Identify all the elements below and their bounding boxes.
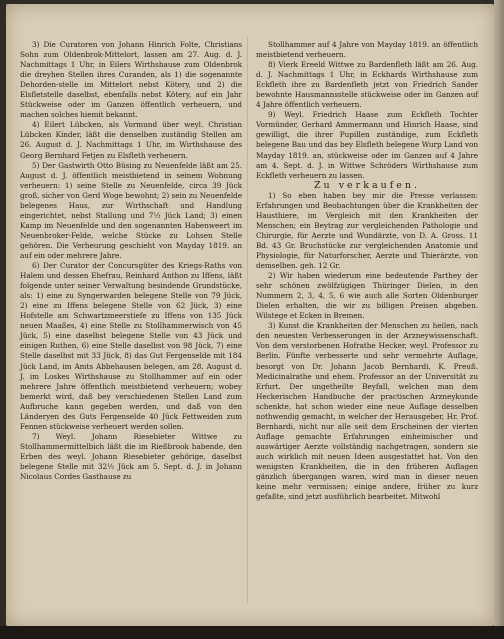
notice-8: 8) Vierk Ereeld Wittwe zu Bardenfleth läßt am 26. Aug. d. J. Nachmittags 1 Uhr, in Eckhards Wirthshause zum Eckfleth ihre zu Bardenfleth jetzt von Friedrich Sander bewohnte Hausmannsstelle stückweise oder im Ganzen auf 4 Jahre öffentlich verheuern. (256, 60, 478, 110)
sale-notice-2: 2) Wir haben wiederum eine bedeutende Parthey der sehr schönen zwölfzügigen Thüringer Dielen, in den Nummern 2, 3, 4, 5, 6 wie auch alle Sorten Oldenburger Dielen erhalten, die wir zu billigen Preisen abgeben. Wilstege et Ecken in Bremen. (256, 271, 478, 321)
sale-notice-1: 1) So eben haben bey mir die Presse verlassen: Erfahrungen und Beobachtungen über die Krankheiten der Hausthiere, im Vergleich mit den Krankheiten der Menschen; ein Beytrag zur vergleichenden Pathologie und Chirurgie, für Aerzte und Wundärzte, von D. A. Gross. 11 Bd. 43 Gr. Bruchstücke zur vergleichenden Anatomie und Physiologie, für Naturforscher, Aerzte und Thierärzte, von demselben. geh. 12 Gr. (256, 190, 478, 271)
notice-3: 3) Die Curatoren von Johann Hinrich Folte, Christians Sohn zum Oldenbrok-Mittelort, lassen am 27. Aug. d. J. Nachmittags 1 Uhr, in Eilers Wirthshause zum Oldenbrok die dreyhen Stellen ihres Curanden, als 1) die sogenannte Dehorden-stelle im Mittelort nebst Kötery, und 2) die Elsfletstelle daselbst, ebenfalls nebst Kötery, auf ein Jahr Stückweise oder im Ganzen öffentlich verheuern, und machen solches hiemit bekannt. (20, 40, 242, 120)
notice-7-continued: Stollhammer auf 4 Jahre von Mayday 1819. an öffentlich meistbietend verheuern. (256, 40, 478, 60)
notice-6: 6) Der Curator der Concursgüter des Kriegs-Raths von Halem und dessen Ehefrau, Reinhard Anthon zu Iffens, läßt folgende unter seiner Verwaltung besindende Grundstücke, als: 1) eine zu Syngerwarden belegene Stelle von 79 Jück, 2) eine zu Iffens belegene Stelle von 62 Jück, 3) eine Hofstelle am Schwartzmeerstiefe zu Iffens von 135 Jück neuen Maaßes, 4) eine Stelle zu Stollhammerwisch von 45 Jück, 5) eine daselbst belegene Stelle von 43 Jück und einigen Ruthen, 6) eine Stelle daselbst von 98 Jück, 7) eine Stelle daselbst mit 33 Jück, 8) das Gut Fergenselde mit 184 Jück Land, im Amts Abbehausen belegen, am 28. August d. J. im Loskes Wirthshause zu Stollhammer auf ein oder mehrere Jahre öffentlich meistbietend verheuern; wobey bemerkt wird, daß bey verschiedenen Stellen Land zum Aufbruche kann gegeben werden, und daß von den Länderyen des Guts Fergenselde 40 Jück Fettweiden zum Fennen stückweise verheuert werden sollen. (20, 261, 242, 431)
left-column (20, 40, 242, 482)
notice-9: 9) Weyl. Friedrich Haase zum Eckfleth Tochter Vormünder, Gerhard Ammermann und Hinrich Haase, sind gewilligt, die ihrer Pupillen zuständige, zum Eckfleth belegene Bau und das bey Elsfleth belegene Wurp Land von Mayday 1819. an, stückweise oder im Ganzen auf 4 Jahre am 4. Sept. d. J. in Wittwe Schröders Wirthshause zum Eckfleth verheuern zu lassen. (256, 110, 478, 180)
column-divider (247, 36, 248, 604)
bottom-border (0, 626, 504, 639)
right-column (256, 40, 478, 502)
page-edge (494, 0, 504, 639)
notice-7: 7) Weyl. Johann Riesebieter Wittwe zu Stollhammermittelbich läßt die im Rießbrook habende, den Erben des weyl. Johann Riesebieter gehörige, daselbst belegene Stelle mit 32½ Jück am 5. Sept. d. J. in Johann Nicolaus Cordes Gasthause zu (20, 431, 242, 482)
sale-notice-3: 3) Kunst die Krankheiten der Menschen zu heilen, nach den neuesten Verbesserungen in der Arzneywissenschaft. Von dem verstorbenen Hofrathe Hecker, weyl. Professor zu Berlin. Fünfte verbesserte und sehr vermehrte Auflage, besorgt von Dr. Johann Jacob Bernhardi, K. Preuß. Medicinalrathe und ehem. Professor an der Universität zu Erfurt. Der ungetheilte Beyfall, welchen man dem Heckerischen Handbuche der practischen Arzneykunde schenkte, hat schon wieder eine neue Auflage desselben nothwendig gemacht, in welcher der Herausgeber, Hr. Prof. Bernhardi, nicht nur alle seit dem Erscheinen der vierten Auflage gemachte Erfahrungen einheimischer und auswärtiger Aerzte vollständig nachgetragen, sondern sie auch wirklich mit neuen Ideen ausgestattet hat. Von den wenigsten Krankheiten, die in den früheren Auflagen gänzlich übergangen waren, wird man in dieser neuen keine mehr vermissen; einige andere, früher zu kurz gefaßte, sind jetzt ausführlich bearbeitet. Mitwohl (256, 321, 478, 502)
section-heading-zu-verkaufen: Zu verkaufen. (313, 179, 421, 191)
notice-4: 4) Eilert Lübcken, als Vormund über weyl. Christian Lübcken Kinder, läßt die denselben zuständig Stellen am 26. August d. J. Nachmittags 1 Uhr, im Wirthshause des Georg Bernhard Fetjen zu Elsfleth verheuern. (20, 120, 242, 160)
notice-5: 5) Der Gastwirth Otto Büsing zu Neuenfelde läßt am 25. August d. J. öffentlich meistbietend in seinem Wohnung verheuern: 1) seine Stelle zu Neuenfelde, circa 39 Jück groß, sicher von Gerd Woge bewohnt; 2) sein zu Neuenfelde belegenes Haus, zur Wirthschaft und Handlung eingerichtet, nebst Stallung und 7½ Jück Land; 3) einen Kamp im Neuenfelde und den sogenannten Habenweert im Neuenbroker-Felde, welche Stücke zu Lohsen Stelle gehören. Die Verheurung geschieht von Mayday 1819. an auf ein oder mehrere Jahre. (20, 160, 242, 260)
